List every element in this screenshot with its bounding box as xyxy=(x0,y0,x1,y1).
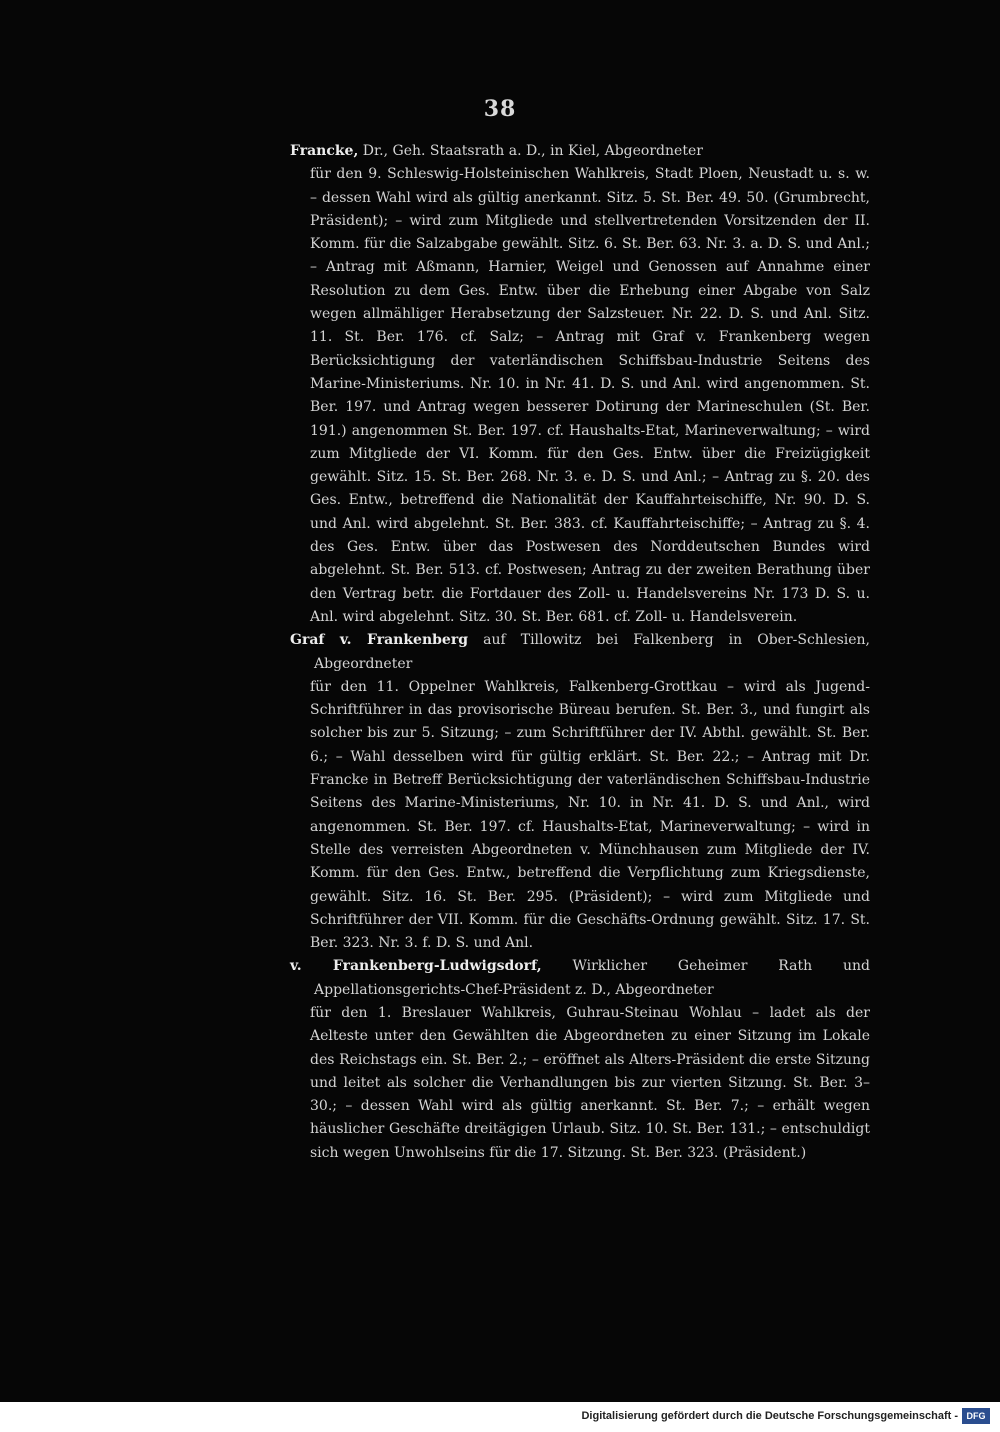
dfg-logo: DFG xyxy=(962,1408,990,1424)
entry-title: Dr., Geh. Staatsrath a. D., in Kiel, Abgeordneter xyxy=(358,143,703,159)
entry-head xyxy=(270,955,870,1002)
entry-head xyxy=(270,140,870,163)
entry-body: für den 1. Breslauer Wahlkreis, Guhrau-Steinau Wohlau – ladet als der Aelteste unter den Gewählten die Abgeordneten zu einer Sitzung im Lokale des Reichstags ein. St. Ber. 2.; – eröffnet als Alters-Präsident die erste Sitzung und leitet als solcher die Verhandlungen bis zur vierten Sitzung. St. Ber. 3–30.; – dessen Wahl wird als gültig anerkannt. St. Ber. 7.; – erhält wegen häuslicher Geschäfte dreitägigen Urlaub. Sitz. 10. St. Ber. 131.; – entschuldigt sich wegen Unwohlseins für die 17. Sitzung. St. Ber. 323. (Präsident.) xyxy=(310,1004,870,1161)
footer-credit: Digitalisierung gefördert durch die Deutsche Forschungsgemeinschaft - xyxy=(581,1410,958,1422)
entry-name: Francke, xyxy=(290,143,359,159)
footer-bar xyxy=(0,1402,1000,1432)
entry-head xyxy=(270,629,870,676)
entry-body: für den 11. Oppelner Wahlkreis, Falkenberg-Grottkau – wird als Jugend-Schriftführer in das provisorische Büreau berufen. St. Ber. 3., und fungirt als solcher bis zur 5. Sitzung; – zum Schriftführer der IV. Abthl. gewählt. St. Ber. 6.; – Wahl desselben wird für gültig erklärt. St. Ber. 22.; – Antrag mit Dr. Francke in Betreff Berücksichtigung der vaterländischen Schiffsbau-Industrie Seitens des Marine-Ministeriums, Nr. 10. in Nr. 41. D. S. und Anl., wird angenommen. St. Ber. 197. cf. Haushalts-Etat, Marineverwaltung; – wird in Stelle des verreisten Abgeordneten v. Münchhausen zum Mitgliede der IV. Komm. für den Ges. Entw., betreffend die Verpflichtung zum Kriegsdienste, gewählt. Sitz. 16. St. Ber. 295. (Präsident); – wird zum Mitgliede und Schriftführer der VII. Komm. für die Geschäfts-Ordnung gewählt. Sitz. 17. St. Ber. 323. Nr. 3. f. D. S. und Anl. xyxy=(310,678,870,952)
entry-francke xyxy=(270,140,870,629)
entry-frankenberg-ludwigsdorf xyxy=(270,955,870,1165)
entry-name: v. Frankenberg-Ludwigsdorf, xyxy=(290,958,542,975)
entry-body: für den 9. Schleswig-Holsteinischen Wahlkreis, Stadt Ploen, Neustadt u. s. w. – dessen Wahl wird als gültig anerkannt. Sitz. 5. St. Ber. 49. 50. (Grumbrecht, Präsident); – wird zum Mitgliede und stellvertretenden Vorsitzenden der II. Komm. für die Salzabgabe gewählt. Sitz. 6. St. Ber. 63. Nr. 3. a. D. S. und Anl.; – Antrag mit Aßmann, Harnier, Weigel und Genossen auf Annahme einer Resolution zu dem Ges. Entw. über die Erhebung einer Abgabe von Salz wegen allmähliger Herabsetzung der Salzsteuer. Nr. 22. D. S. und Anl. Sitz. 11. St. Ber. 176. cf. Salz; – Antrag mit Graf v. Frankenberg wegen Berücksichtigung der vaterländischen Schiffsbau-Industrie Seitens des Marine-Ministeriums. Nr. 10. in Nr. 41. D. S. und Anl. wird angenommen. St. Ber. 197. und Antrag wegen besserer Dotirung der Marineschulen (St. Ber. 191.) angenommen St. Ber. 197. cf. Haushalts-Etat, Marineverwaltung; – wird zum Mitgliede der VI. Komm. für den Ges. Entw. über die Freizügigkeit gewählt. Sitz. 15. St. Ber. 268. Nr. 3. e. D. S. und Anl.; – Antrag zu §. 20. des Ges. Entw., betreffend die Nationalität der Kauffahrteischiffe, Nr. 90. D. S. und Anl. wird abgelehnt. St. Ber. 383. cf. Kauffahrteischiffe; – Antrag zu §. 4. des Ges. Entw. über das Postwesen des Norddeutschen Bundes wird abgelehnt. St. Ber. 513. cf. Postwesen; Antrag zu der zweiten Berathung über den Vertrag betr. die Fortdauer des Zoll- u. Handelsvereins Nr. 173 D. S. u. Anl. wird abgelehnt. Sitz. 30. St. Ber. 681. cf. Zoll- u. Handelsverein. xyxy=(310,166,870,625)
entry-graf-frankenberg xyxy=(270,629,870,955)
entry-title: auf Tillowitz bei Falkenberg in Ober-Schlesien, Abgeordneter xyxy=(314,632,870,672)
register-text xyxy=(270,140,870,1165)
entry-title: Wirklicher Geheimer Rath und Appellationsgerichts-Chef-Präsident z. D., Abgeordneter xyxy=(314,958,870,998)
page-number: 38 xyxy=(483,96,517,122)
entry-name: Graf v. Frankenberg xyxy=(290,632,469,649)
